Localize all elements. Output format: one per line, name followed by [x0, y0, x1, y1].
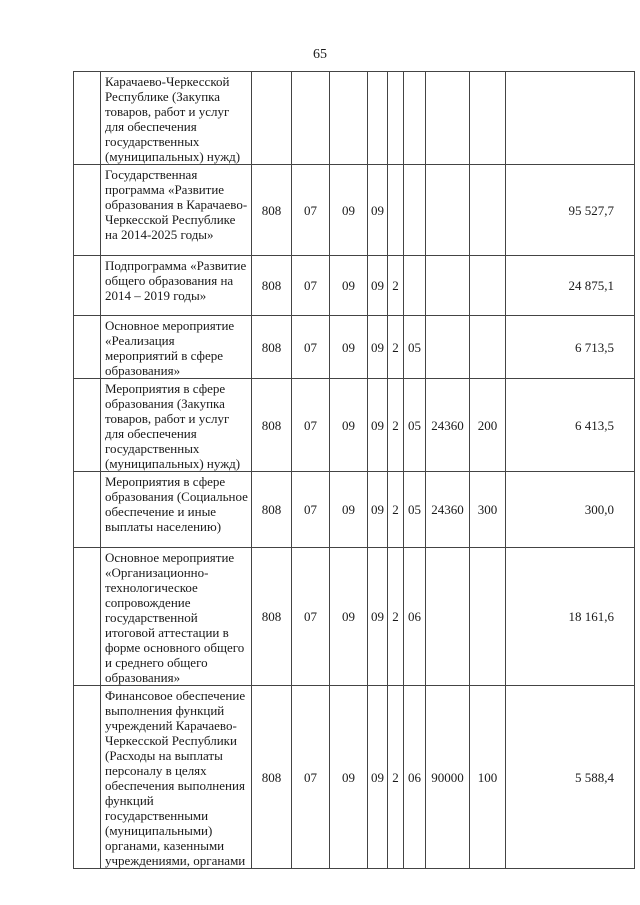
expense-type-cell: [470, 256, 506, 316]
row-index-cell: [74, 379, 101, 472]
subprogram-code-cell: 2: [388, 316, 404, 379]
direction-code-cell: [426, 165, 470, 256]
ministry-code-cell: [252, 72, 292, 165]
ministry-code-cell: 808: [252, 256, 292, 316]
amount-cell: 300,0: [506, 472, 635, 548]
row-name-cell: Мероприятия в сфере образования (Социальное обеспечение и иные выплаты населению): [101, 472, 252, 548]
row-index-cell: [74, 548, 101, 686]
ministry-code-cell: 808: [252, 472, 292, 548]
program-code-cell: 09: [368, 472, 388, 548]
activity-code-cell: 05: [404, 472, 426, 548]
program-code-cell: 09: [368, 316, 388, 379]
ministry-code-cell: 808: [252, 548, 292, 686]
subsection-code-cell: 09: [330, 379, 368, 472]
subsection-code-cell: 09: [330, 165, 368, 256]
row-index-cell: [74, 316, 101, 379]
table-row: [74, 256, 635, 316]
direction-code-cell: [426, 72, 470, 165]
subprogram-code-cell: 2: [388, 686, 404, 869]
expense-type-cell: [470, 72, 506, 165]
row-index-cell: [74, 165, 101, 256]
expense-type-cell: 300: [470, 472, 506, 548]
ministry-code-cell: 808: [252, 165, 292, 256]
table-row: [74, 316, 635, 379]
program-code-cell: [368, 72, 388, 165]
direction-code-cell: 24360: [426, 379, 470, 472]
expense-type-cell: [470, 548, 506, 686]
amount-cell: 6 713,5: [506, 316, 635, 379]
program-code-cell: 09: [368, 379, 388, 472]
section-code-cell: 07: [292, 165, 330, 256]
subsection-code-cell: 09: [330, 686, 368, 869]
row-index-cell: [74, 472, 101, 548]
section-code-cell: 07: [292, 316, 330, 379]
amount-cell: 18 161,6: [506, 548, 635, 686]
subprogram-code-cell: 2: [388, 256, 404, 316]
amount-cell: [506, 72, 635, 165]
row-name-cell: Основное мероприятие «Организационно-технологическое сопровождение государственной итоговой аттестации в форме основного общего и среднего общего образования»: [101, 548, 252, 686]
activity-code-cell: 06: [404, 548, 426, 686]
subprogram-code-cell: 2: [388, 548, 404, 686]
subsection-code-cell: 09: [330, 256, 368, 316]
row-name-cell: Основное мероприятие «Реализация мероприятий в сфере образования»: [101, 316, 252, 379]
row-name-cell: Мероприятия в сфере образования (Закупка товаров, работ и услуг для обеспечения государственных (муниципальных) нужд): [101, 379, 252, 472]
expense-type-cell: 200: [470, 379, 506, 472]
row-index-cell: [74, 72, 101, 165]
program-code-cell: 09: [368, 165, 388, 256]
activity-code-cell: 06: [404, 686, 426, 869]
subsection-code-cell: 09: [330, 316, 368, 379]
section-code-cell: 07: [292, 686, 330, 869]
activity-code-cell: [404, 72, 426, 165]
row-name-cell: Государственная программа «Развитие образования в Карачаево-Черкесской Республике на 2014-2025 годы»: [101, 165, 252, 256]
direction-code-cell: [426, 256, 470, 316]
section-code-cell: 07: [292, 548, 330, 686]
direction-code-cell: [426, 316, 470, 379]
direction-code-cell: [426, 548, 470, 686]
amount-cell: 95 527,7: [506, 165, 635, 256]
page-number: 65: [313, 47, 327, 62]
table-row: [74, 379, 635, 472]
row-name-cell: Подпрограмма «Развитие общего образования на 2014 – 2019 годы»: [101, 256, 252, 316]
amount-cell: 5 588,4: [506, 686, 635, 869]
expense-type-cell: 100: [470, 686, 506, 869]
subsection-code-cell: 09: [330, 548, 368, 686]
program-code-cell: 09: [368, 256, 388, 316]
activity-code-cell: [404, 256, 426, 316]
subsection-code-cell: 09: [330, 472, 368, 548]
row-index-cell: [74, 256, 101, 316]
program-code-cell: 09: [368, 686, 388, 869]
amount-cell: 6 413,5: [506, 379, 635, 472]
subsection-code-cell: [330, 72, 368, 165]
ministry-code-cell: 808: [252, 379, 292, 472]
table-row: [74, 72, 635, 165]
activity-code-cell: [404, 165, 426, 256]
subprogram-code-cell: 2: [388, 379, 404, 472]
direction-code-cell: 90000: [426, 686, 470, 869]
amount-cell: 24 875,1: [506, 256, 635, 316]
direction-code-cell: 24360: [426, 472, 470, 548]
ministry-code-cell: 808: [252, 316, 292, 379]
subprogram-code-cell: [388, 165, 404, 256]
program-code-cell: 09: [368, 548, 388, 686]
ministry-code-cell: 808: [252, 686, 292, 869]
subprogram-code-cell: 2: [388, 472, 404, 548]
budget-table: [73, 71, 635, 869]
activity-code-cell: 05: [404, 379, 426, 472]
activity-code-cell: 05: [404, 316, 426, 379]
table-row: [74, 686, 635, 869]
expense-type-cell: [470, 316, 506, 379]
section-code-cell: [292, 72, 330, 165]
subprogram-code-cell: [388, 72, 404, 165]
table-row: [74, 472, 635, 548]
section-code-cell: 07: [292, 379, 330, 472]
table-row: [74, 548, 635, 686]
row-name-cell: Финансовое обеспечение выполнения функций учреждений Карачаево-Черкесской Республики (Расходы на выплаты персоналу в целях обеспечения выполнения функций государственными (муниципальными) органами, казенными учреждениями, органами: [101, 686, 252, 869]
expense-type-cell: [470, 165, 506, 256]
row-name-cell: Карачаево-Черкесской Республике (Закупка товаров, работ и услуг для обеспечения государственных (муниципальных) нужд): [101, 72, 252, 165]
row-index-cell: [74, 686, 101, 869]
section-code-cell: 07: [292, 256, 330, 316]
table-row: [74, 165, 635, 256]
section-code-cell: 07: [292, 472, 330, 548]
